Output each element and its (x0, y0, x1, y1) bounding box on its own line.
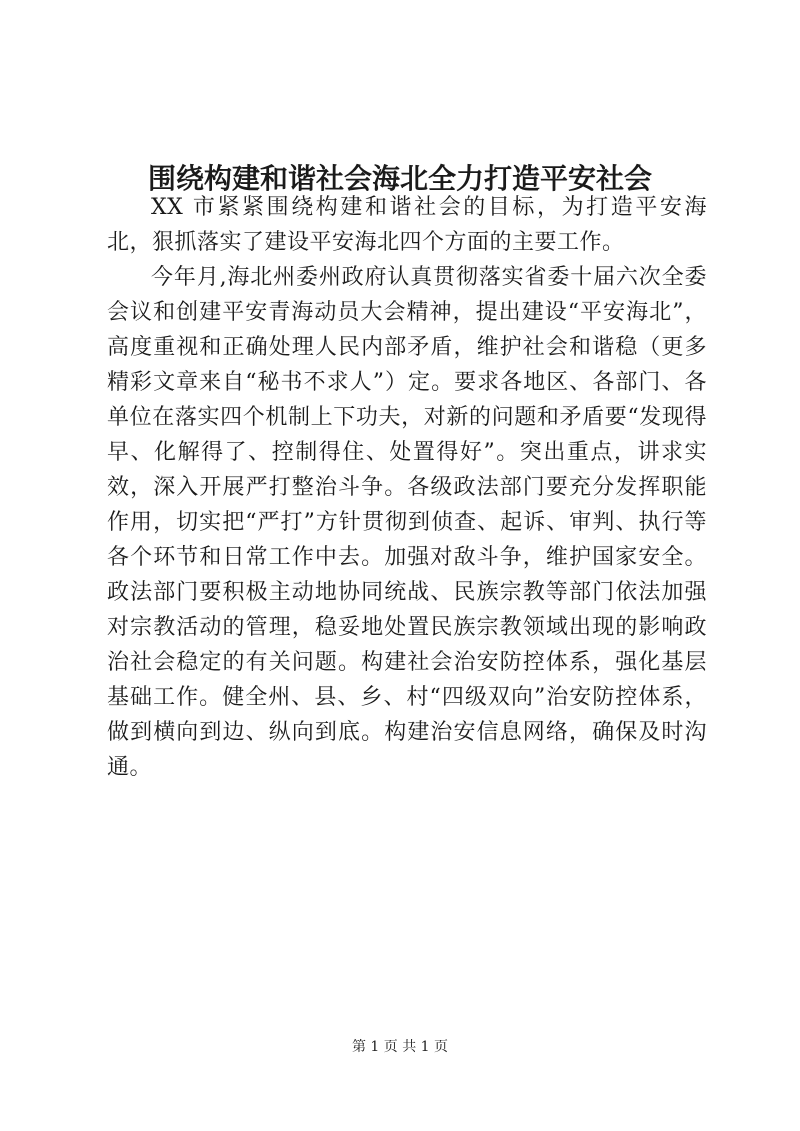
paragraph-intro: XX 市紧紧围绕构建和谐社会的目标，为打造平安海北，狠抓落实了建设平安海北四个方面的主要工作。 (107, 195, 707, 255)
paragraph-main: 今年月,海北州委州政府认真贯彻落实省委十届六次全委会议和创建平安青海动员大会精神，提出建设“平安海北”，高度重视和正确处理人民内部矛盾，维护社会和谐稳（更多精彩文章来自“秘书不求人”）定。要求各地区、各部门、各单位在落实四个机制上下功夫，对新的问题和矛盾要“发现得早、化解得了、控制得住、处置得好”。突出重点，讲求实效，深入开展严打整治斗争。各级政法部门要充分发挥职能作用，切实把“严打”方针贯彻到侦查、起诉、审判、执行等各个环节和日常工作中去。加强对敌斗争，维护国家安全。政法部门要积极主动地协同统战、民族宗教等部门依法加强对宗教活动的管理，稳妥地处置民族宗教领域出现的影响政治社会稳定的有关问题。构建社会治安防控体系，强化基层基础工作。健全州、县、乡、村“四级双向”治安防控体系，做到横向到边、纵向到底。构建治安信息网络，确保及时沟通。 (107, 265, 707, 780)
document-title: 围绕构建和谐社会海北全力打造平安社会 (147, 161, 652, 195)
document-body (107, 190, 707, 785)
page-footer: 第 1 页 共 1 页 (351, 1039, 449, 1055)
